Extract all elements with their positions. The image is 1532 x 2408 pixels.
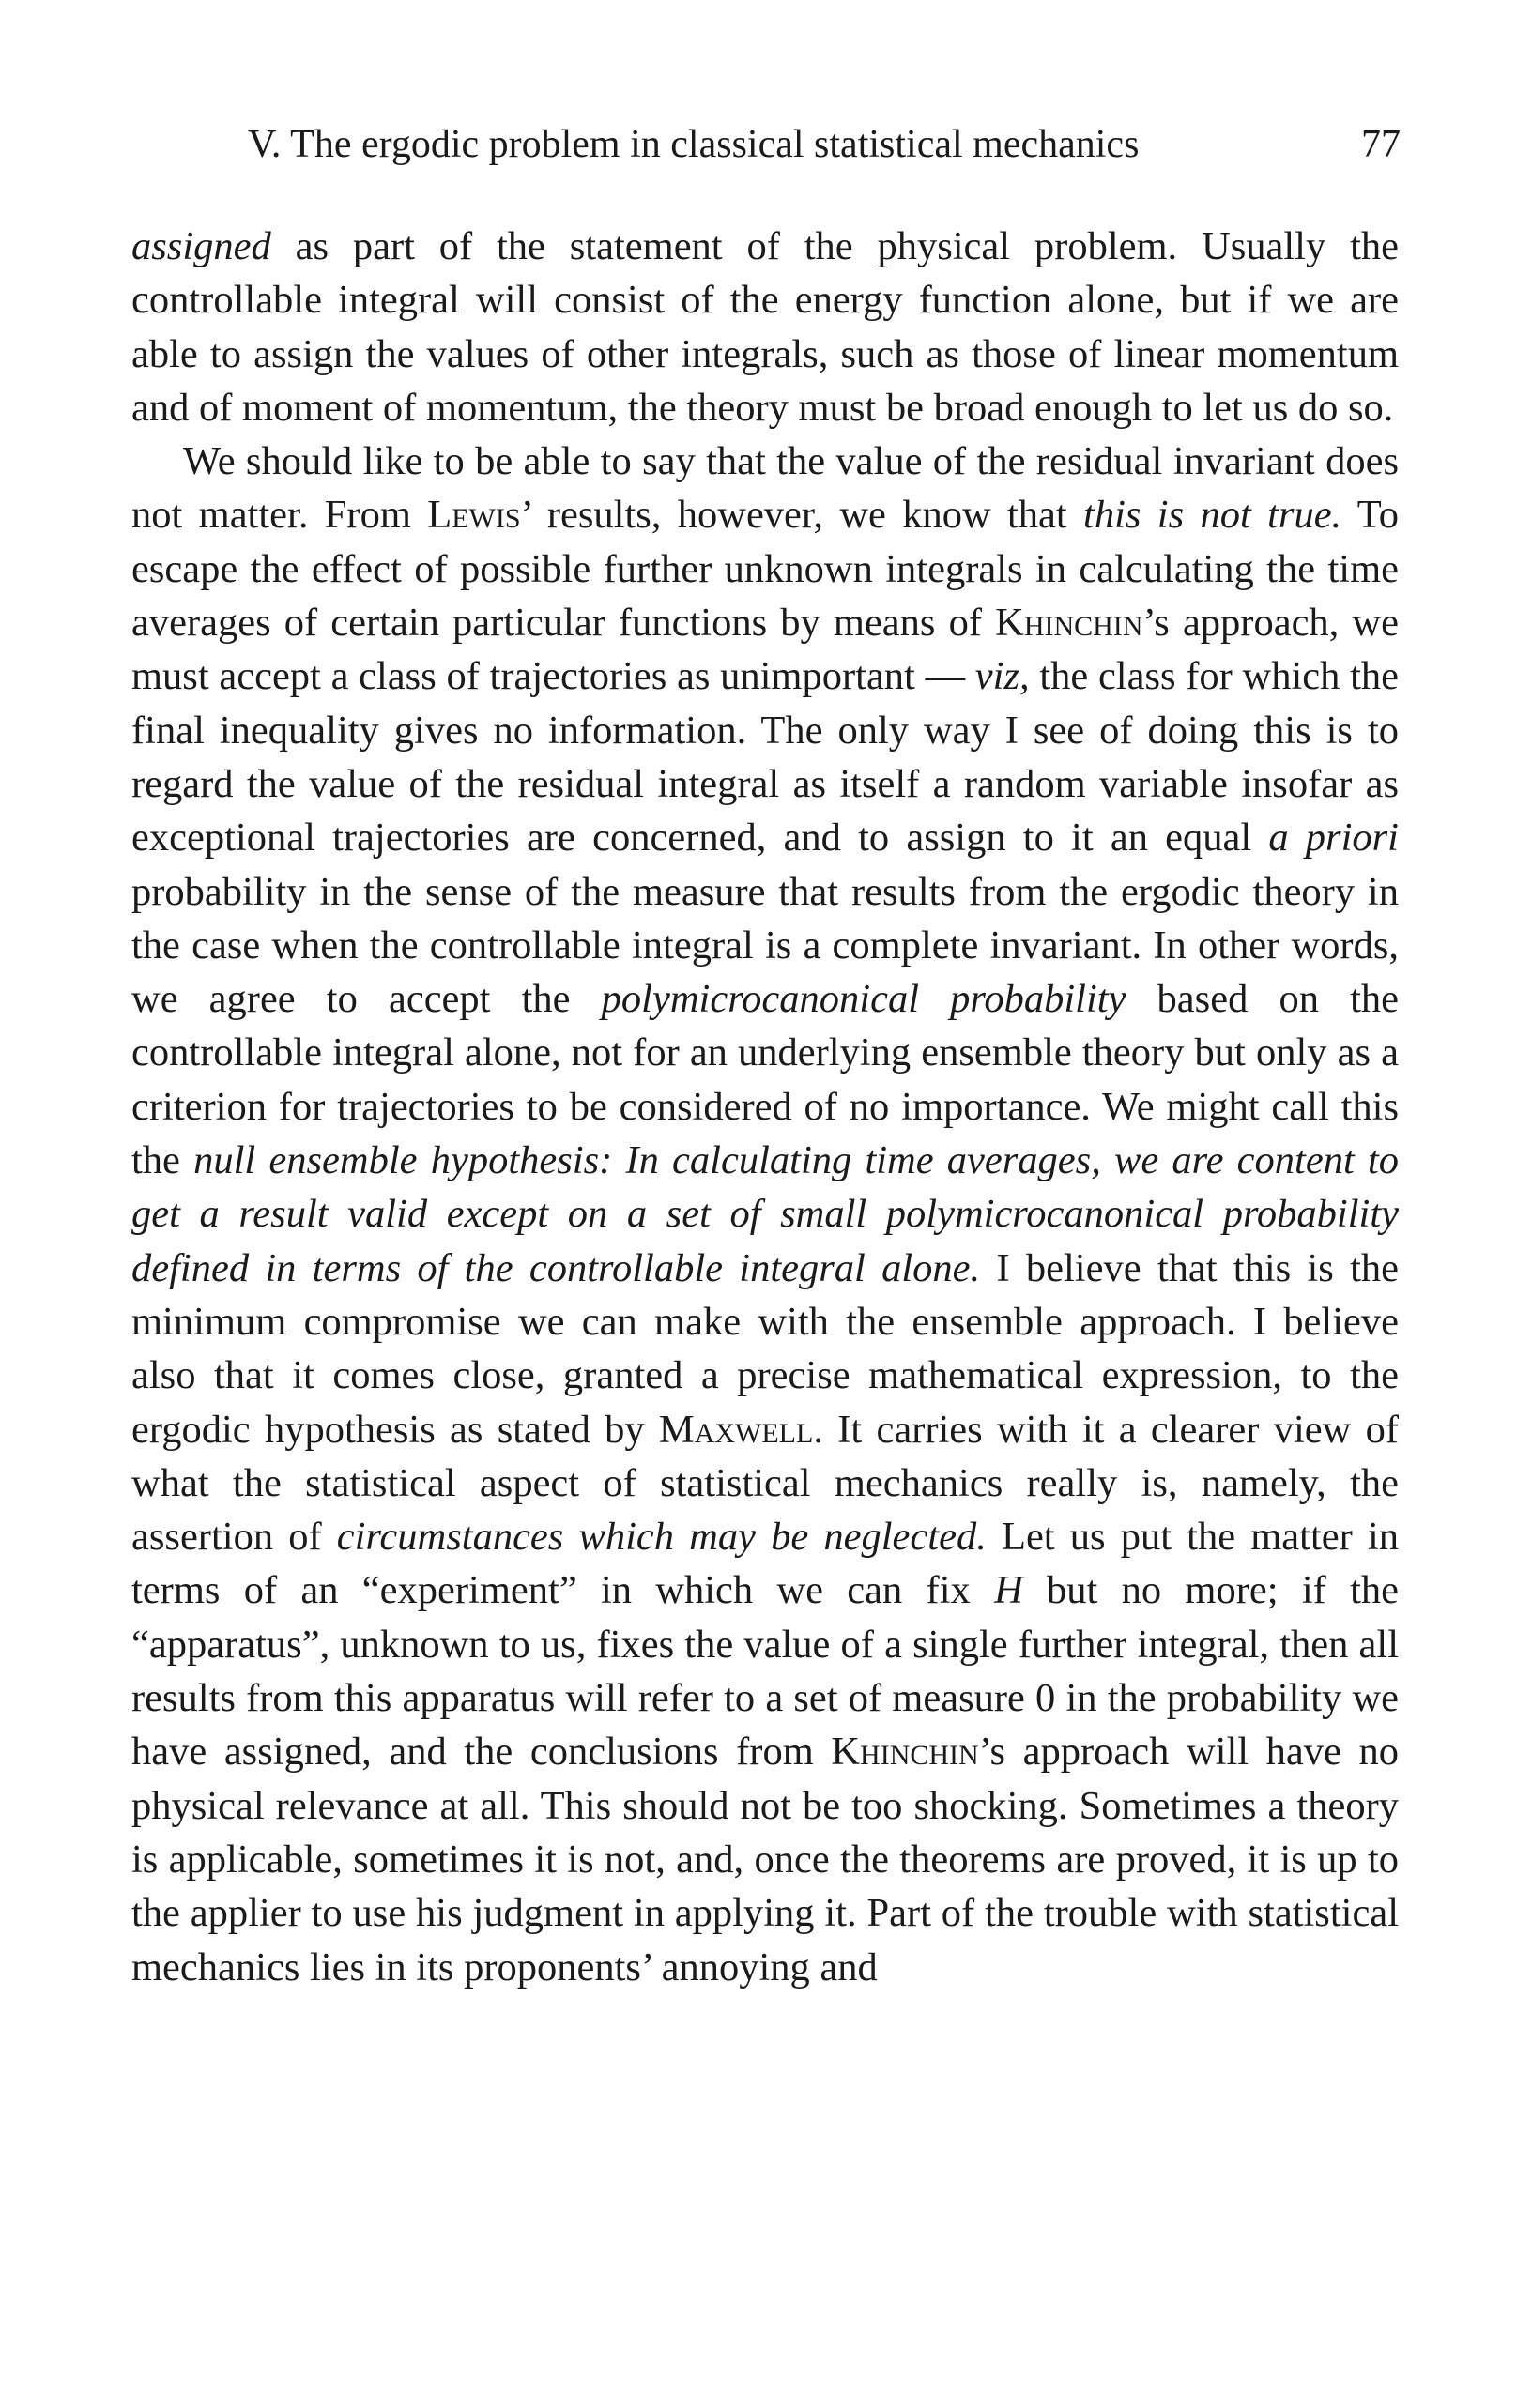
body-text xyxy=(131,220,1399,1994)
italic-polymicrocanonical-probability: polymicrocanonical probability xyxy=(601,977,1126,1022)
author-maxwell: Maxwell xyxy=(658,1407,814,1452)
text-run: ’ results, however, we know that xyxy=(520,493,1084,538)
italic-circumstances: circumstances which may be neglected. xyxy=(336,1515,987,1560)
paragraph-1 xyxy=(131,220,1399,434)
author-khinchin: Khinchin xyxy=(831,1730,979,1775)
text-run: ’s approach, we must accept a class of trajectories as unimportant — xyxy=(131,601,1399,699)
italic-viz: viz, xyxy=(974,654,1030,699)
running-title: V. The ergodic problem in classical statistical mechanics xyxy=(248,123,1140,166)
italic-a-priori: a priori xyxy=(1268,815,1399,861)
page-number: 77 xyxy=(1361,123,1401,166)
text-run: but no more; if the “apparatus”, unknown to us, fixes the value of a single further integral, then all results from this apparatus will refer to a set of measure 0 in the probability we have assigned, and the conclusions from xyxy=(131,1568,1400,1775)
italic-null-ensemble-hypothesis: null ensemble hypothesis: In calculating time averages, we are content to get a result valid except on a set of small polymicrocanonical probability defined in terms of the controllable integral alone. xyxy=(131,1138,1399,1290)
running-header xyxy=(248,116,1401,173)
text-run: Let us put the matter in terms of an “experiment” in which we can fix xyxy=(131,1515,1399,1613)
italic-assigned: assigned xyxy=(131,224,271,268)
text-run: ’s approach will have no physical relevance at all. This should not be too shocking. Sometimes a theory is applicable, sometimes it is not, and, once the theorems are proved, it is up to the applier to use his judgment in applying it. Part of the trouble with statistical mechanics lies in its proponents’ annoying and xyxy=(131,1730,1399,1989)
author-lewis: Lewis xyxy=(427,493,521,538)
text-run: as part of the statement of the physical problem. Usually the controllable integral will consist of the energy function alone, but if we are able to assign the values of other integrals, such as those of linear momentum and of moment of momentum, the theory must be broad enough to let us do so. xyxy=(131,224,1399,430)
italic-this-is-not-true: this is not true. xyxy=(1083,493,1342,538)
text-run: probability in the sense of the measure that results from the ergodic theory in the case when the controllable integral is a complete invariant. In other words, we agree to accept the xyxy=(131,869,1399,1022)
text-run: based on the controllable integral alone, not for an underlying ensemble theory but only as a criterion for trajectories to be considered of no importance. We might call this the xyxy=(131,977,1399,1183)
author-khinchin: Khinchin xyxy=(995,601,1143,646)
text-run: the class for which the final inequality gives no information. The only way I see of doing this is to regard the value of the residual integral as itself a random variable insofar as exceptional trajectories are concerned, and to assign to it an equal xyxy=(131,654,1399,861)
text-run: . It carries with it a clearer view of what the statistical aspect of statistical mechanics really is, namely, the assertion of xyxy=(131,1407,1399,1560)
text-run: To escape the effect of possible further unknown integrals in calculating the time averages of certain particular functions by means of xyxy=(131,493,1399,646)
paragraph-2 xyxy=(131,434,1399,1994)
text-run: We should like to be able to say that the value of the residual invariant does not matter. From xyxy=(131,439,1399,538)
text-run: I believe that this is the minimum compromise we can make with the ensemble approach. I believe also that it comes close, granted a precise mathematical expression, to the ergodic hypothesis as stated by xyxy=(131,1245,1399,1452)
italic-h-symbol: H xyxy=(994,1568,1023,1613)
